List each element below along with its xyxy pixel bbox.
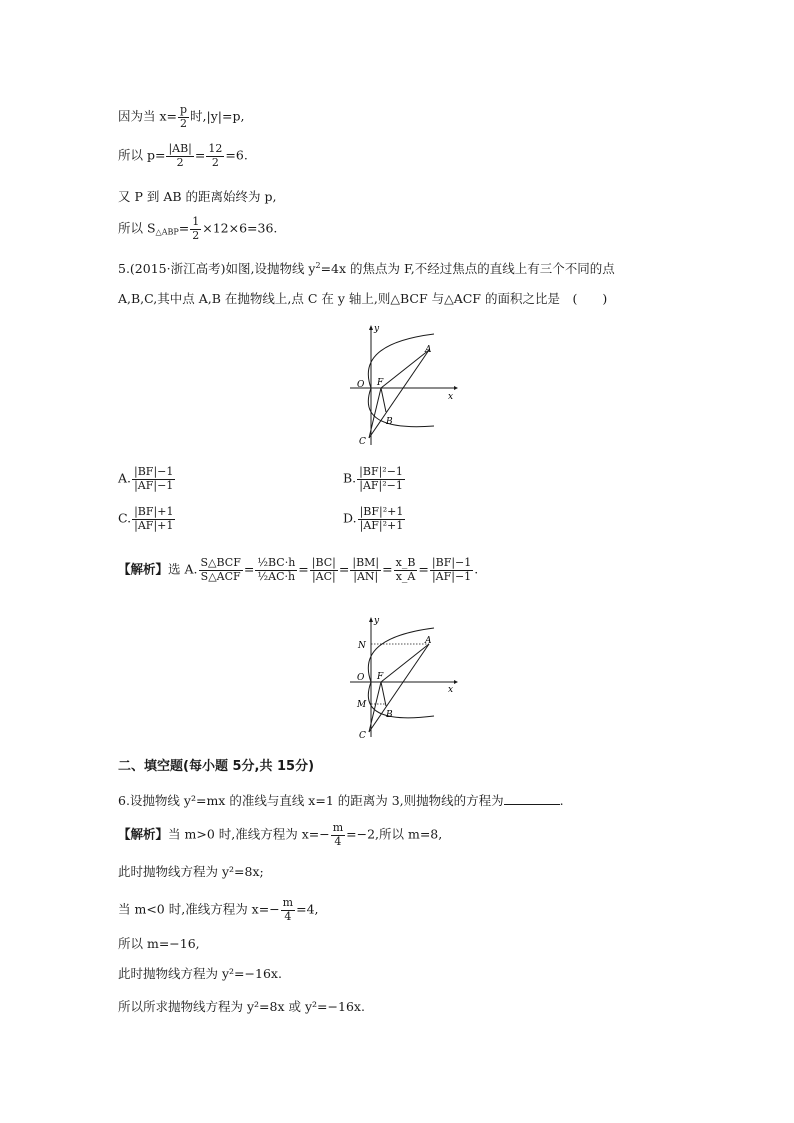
denominator: ½AC·h: [257, 569, 296, 583]
label-b: B: [386, 417, 393, 427]
analysis-5: [118, 557, 478, 583]
line-cba: [369, 350, 429, 438]
denominator: |AF|²−1: [359, 478, 403, 492]
numerator: |BF|²+1: [359, 505, 404, 518]
fraction: [255, 557, 297, 583]
option-a: [118, 466, 176, 492]
numerator: |BF|²−1: [359, 465, 403, 478]
fraction: [350, 557, 381, 583]
label-f: F: [377, 672, 384, 682]
line-fb: [381, 682, 386, 706]
fraction: [281, 897, 295, 923]
text: 二、填空题(每小题 5分,共 15分): [118, 759, 315, 774]
subscript: △ABP: [155, 227, 179, 237]
text: 当 m<0 时,准线方程为 x=−: [118, 901, 280, 917]
text-line-4: [118, 216, 277, 242]
label-a: A: [425, 345, 432, 355]
text: =6.: [225, 147, 248, 163]
text: =4,: [296, 901, 319, 917]
label-x: x: [448, 392, 454, 402]
analysis-6-line-1: [118, 822, 442, 848]
text: 所以 m=−16,: [118, 936, 200, 951]
text: =: [243, 561, 255, 577]
text: 所以所求抛物线方程为 y²=8x 或 y²=−16x.: [118, 999, 365, 1014]
analysis-tag: 【解析】: [118, 561, 169, 577]
numerator: |BF|−1: [134, 465, 174, 478]
numerator: p: [180, 103, 188, 116]
fraction: [310, 557, 338, 583]
denominator: |AF|−1: [431, 569, 472, 583]
label-m: M: [357, 700, 367, 710]
text-line-2: [118, 143, 248, 169]
denominator: |AC|: [311, 569, 336, 583]
fraction: [190, 216, 201, 242]
line-cba: [369, 644, 429, 732]
text: 此时抛物线方程为 y²=8x;: [118, 864, 264, 879]
text-line-1: [118, 104, 244, 130]
label-c: C: [359, 731, 366, 741]
text: 所以 S: [118, 220, 156, 236]
fraction: [166, 143, 193, 169]
label-x: x: [448, 685, 454, 695]
denominator: x_A: [395, 569, 416, 583]
text: 时,|y|=p,: [190, 108, 245, 124]
numerator: |AB|: [168, 142, 192, 155]
analysis-6-line-3: [118, 897, 319, 923]
text: 因为当 x=: [118, 108, 177, 124]
denominator: 4: [284, 909, 292, 923]
numerator: m: [282, 896, 294, 909]
denominator: 2: [176, 155, 184, 169]
y-axis-arrow: [369, 325, 373, 330]
numerator: x_B: [395, 556, 416, 569]
line-fa: [381, 644, 429, 682]
label-o: O: [357, 380, 365, 390]
numerator: |BF|−1: [431, 556, 472, 569]
fraction: [331, 822, 345, 848]
parabola-figure-1: [350, 320, 465, 450]
label-y: y: [374, 324, 380, 334]
denominator: |AF|²+1: [359, 518, 404, 532]
fraction: [357, 466, 405, 492]
fraction: [394, 557, 418, 583]
option-label: A.: [118, 470, 132, 486]
parabola-figure-2: [350, 612, 465, 742]
superscript: 2: [315, 261, 321, 270]
line-fa: [381, 350, 429, 388]
label-b: B: [386, 710, 393, 720]
option-label: B.: [343, 470, 357, 486]
numerator: 12: [208, 142, 223, 155]
denominator: 2: [180, 116, 188, 130]
text: A,B,C,其中点 A,B 在抛物线上,点 C 在 y 轴上,则△BCF 与△ACF 的面积之比是 ( ): [118, 291, 608, 306]
label-c: C: [359, 437, 366, 447]
fraction: [206, 143, 224, 169]
x-axis-arrow: [454, 386, 458, 390]
fraction: [132, 506, 175, 532]
text-line-3: [118, 191, 276, 204]
analysis-tag: 【解析】: [118, 826, 169, 842]
label-y: y: [374, 616, 380, 626]
text: 选 A.: [168, 561, 198, 577]
denominator: 2: [192, 228, 200, 242]
question-6: [118, 792, 564, 808]
text: =: [178, 220, 190, 236]
fraction: [358, 506, 406, 532]
text: .: [559, 793, 564, 808]
analysis-6-line-2: [118, 866, 264, 879]
option-b: [343, 466, 406, 492]
text: 所以 p=: [118, 147, 166, 163]
text: 此时抛物线方程为 y²=−16x.: [118, 966, 282, 981]
text: =: [298, 561, 309, 577]
text: =: [418, 561, 429, 577]
label-o: O: [357, 673, 365, 683]
section-heading: [118, 760, 314, 773]
text: ×12×6=36.: [202, 220, 278, 236]
line-fb: [381, 388, 386, 412]
analysis-6-line-6: [118, 1001, 365, 1014]
denominator: |AN|: [353, 569, 379, 583]
analysis-6-line-5: [118, 968, 282, 981]
question-5-line-2: [118, 293, 607, 306]
text: =: [194, 147, 206, 163]
y-axis-arrow: [369, 617, 373, 622]
numerator: ½BC·h: [257, 556, 296, 569]
numerator: |BF|+1: [134, 505, 174, 518]
text: =4x 的焦点为 F,不经过焦点的直线上有三个不同的点: [320, 261, 615, 276]
denominator: |AF|−1: [134, 478, 174, 492]
label-n: N: [358, 641, 366, 651]
label-a: A: [425, 636, 432, 646]
option-label: D.: [343, 510, 357, 526]
option-d: [343, 506, 406, 532]
fraction: [199, 557, 243, 583]
option-c: [118, 506, 176, 532]
numerator: 1: [192, 215, 200, 228]
text: 5.(2015·浙江高考)如图,设抛物线 y: [118, 261, 316, 276]
numerator: |BM|: [352, 556, 380, 569]
fraction: [430, 557, 473, 583]
denominator: S△ACF: [200, 569, 241, 583]
numerator: S△BCF: [200, 556, 241, 569]
answer-blank: [504, 792, 560, 805]
text: 当 m>0 时,准线方程为 x=−: [168, 826, 330, 842]
numerator: |BC|: [311, 556, 336, 569]
question-5-line-1: [118, 262, 615, 276]
denominator: 4: [334, 834, 342, 848]
denominator: 2: [211, 155, 219, 169]
text: =: [338, 561, 350, 577]
text: =−2,所以 m=8,: [346, 826, 443, 842]
text: 6.设抛物线 y²=mx 的准线与直线 x=1 的距离为 3,则抛物线的方程为: [118, 793, 504, 808]
text: .: [474, 561, 479, 577]
analysis-6-line-4: [118, 938, 200, 951]
fraction: [178, 104, 189, 130]
text: =: [382, 561, 393, 577]
text: 又 P 到 AB 的距离始终为 p,: [118, 189, 277, 204]
fraction: [132, 466, 175, 492]
denominator: |AF|+1: [134, 518, 174, 532]
numerator: m: [332, 821, 344, 834]
x-axis-arrow: [454, 680, 458, 684]
label-f: F: [377, 378, 384, 388]
option-label: C.: [118, 510, 132, 526]
